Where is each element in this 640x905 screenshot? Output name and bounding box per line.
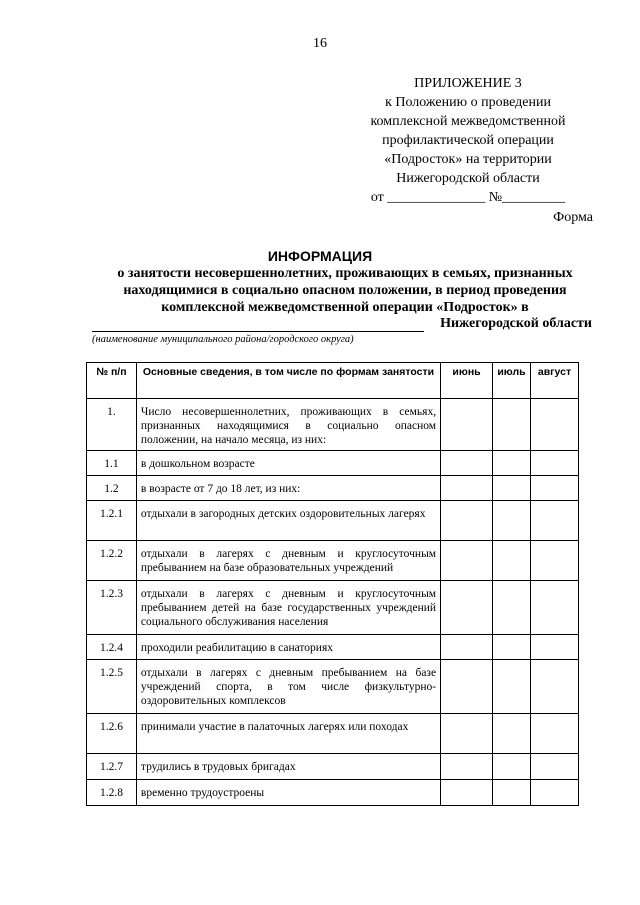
- region-blank-field[interactable]: [92, 331, 424, 332]
- cell-june[interactable]: [441, 541, 493, 581]
- row-number: 1.2.2: [87, 541, 137, 581]
- table-row: [87, 714, 579, 754]
- cell-august[interactable]: [530, 581, 578, 635]
- table-row: [87, 476, 579, 501]
- cell-july[interactable]: [493, 660, 531, 714]
- cell-july[interactable]: [493, 780, 531, 806]
- cell-august[interactable]: [530, 541, 578, 581]
- employment-table: [86, 362, 579, 806]
- subtitle-line: находящимися в социально опасном положении, в период проведения: [123, 283, 567, 298]
- row-number: 1.2.5: [87, 660, 137, 714]
- appendix-line: ПРИЛОЖЕНИЕ 3: [414, 76, 522, 91]
- cell-july[interactable]: [493, 501, 531, 541]
- page-number: 16: [313, 36, 327, 51]
- appendix-line: Нижегородской области: [396, 171, 540, 186]
- table-row: [87, 399, 579, 451]
- row-number: 1.1: [87, 451, 137, 476]
- appendix-line: «Подросток» на территории: [384, 152, 552, 167]
- row-number: 1.2.1: [87, 501, 137, 541]
- region-line: [92, 316, 592, 334]
- cell-august[interactable]: [530, 501, 578, 541]
- cell-august[interactable]: [530, 754, 578, 780]
- region-text: Нижегородской области: [440, 316, 592, 331]
- row-number: 1.2: [87, 476, 137, 501]
- cell-june[interactable]: [441, 635, 493, 660]
- cell-july[interactable]: [493, 476, 531, 501]
- cell-august[interactable]: [530, 399, 578, 451]
- document-title: ИНФОРМАЦИЯ: [267, 248, 373, 264]
- table-row: [87, 660, 579, 714]
- table-row: [87, 581, 579, 635]
- appendix-line: к Положению о проведении: [385, 95, 551, 110]
- cell-august[interactable]: [530, 780, 578, 806]
- cell-july[interactable]: [493, 399, 531, 451]
- cell-july[interactable]: [493, 635, 531, 660]
- cell-june[interactable]: [441, 714, 493, 754]
- cell-august[interactable]: [530, 451, 578, 476]
- header-july: июль: [493, 363, 531, 399]
- cell-august[interactable]: [530, 714, 578, 754]
- cell-july[interactable]: [493, 541, 531, 581]
- cell-june[interactable]: [441, 476, 493, 501]
- row-description: проходили реабилитацию в санаториях: [136, 635, 440, 660]
- row-number: 1.2.7: [87, 754, 137, 780]
- table-row: [87, 541, 579, 581]
- row-description: Число несовершеннолетних, проживающих в семьях, признанных находящимися в социально опасном положении, на начало месяца, из них:: [136, 399, 440, 451]
- row-description: отдыхали в лагерях с дневным пребыванием на базе учреждений спорта, в том числе физкультурно-оздоровительных комплексов: [136, 660, 440, 714]
- header-june: июнь: [441, 363, 493, 399]
- cell-july[interactable]: [493, 581, 531, 635]
- row-description: принимали участие в палаточных лагерях или походах: [136, 714, 440, 754]
- table-header-row: [87, 363, 579, 399]
- appendix-line: профилактической операции: [382, 133, 554, 148]
- cell-august[interactable]: [530, 660, 578, 714]
- subtitle-line: о занятости несовершеннолетних, проживающих в семьях, признанных: [117, 266, 573, 281]
- row-description: отдыхали в загородных детских оздоровительных лагерях: [136, 501, 440, 541]
- table-row: [87, 501, 579, 541]
- row-description: трудились в трудовых бригадах: [136, 754, 440, 780]
- subtitle-line: комплексной межведомственной операции «Подросток» в: [161, 300, 529, 315]
- row-number: 1.2.8: [87, 780, 137, 806]
- table-row: [87, 780, 579, 806]
- table-row: [87, 635, 579, 660]
- cell-june[interactable]: [441, 780, 493, 806]
- region-hint: (наименование муниципального района/городского округа): [92, 334, 354, 345]
- cell-august[interactable]: [530, 476, 578, 501]
- cell-july[interactable]: [493, 714, 531, 754]
- cell-june[interactable]: [441, 501, 493, 541]
- row-description: в возрасте от 7 до 18 лет, из них:: [136, 476, 440, 501]
- row-number: 1.2.4: [87, 635, 137, 660]
- row-description: отдыхали в лагерях с дневным и круглосуточным пребыванием детей на базе государственных учреждений социального обслуживания населения: [136, 581, 440, 635]
- appendix-date-number-line: от ______________ №_________: [370, 190, 566, 205]
- row-description: в дошкольном возрасте: [136, 451, 440, 476]
- row-description: отдыхали в лагерях с дневным и круглосуточным пребыванием на базе образовательных учреждений: [136, 541, 440, 581]
- cell-june[interactable]: [441, 451, 493, 476]
- document-subtitle: [0, 265, 640, 316]
- row-number: 1.: [87, 399, 137, 451]
- table-row: [87, 754, 579, 780]
- row-number: 1.2.3: [87, 581, 137, 635]
- row-number: 1.2.6: [87, 714, 137, 754]
- cell-june[interactable]: [441, 399, 493, 451]
- header-august: август: [530, 363, 578, 399]
- header-main: Основные сведения, в том числе по формам занятости: [136, 363, 440, 399]
- appendix-line: комплексной межведомственной: [370, 114, 566, 129]
- cell-june[interactable]: [441, 581, 493, 635]
- header-num: № п/п: [87, 363, 137, 399]
- form-label: Форма: [553, 210, 593, 225]
- cell-june[interactable]: [441, 660, 493, 714]
- cell-july[interactable]: [493, 451, 531, 476]
- row-description: временно трудоустроены: [136, 780, 440, 806]
- cell-august[interactable]: [530, 635, 578, 660]
- cell-july[interactable]: [493, 754, 531, 780]
- appendix-block: [348, 74, 588, 207]
- cell-june[interactable]: [441, 754, 493, 780]
- table-row: [87, 451, 579, 476]
